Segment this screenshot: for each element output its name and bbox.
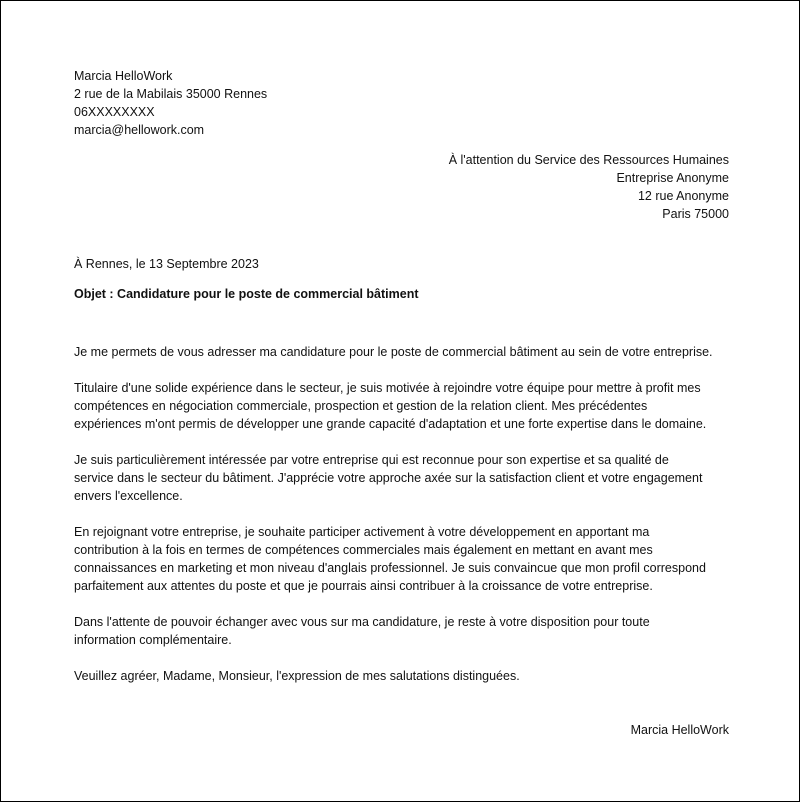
paragraph-interest (74, 451, 729, 505)
paragraph-line: connaissances en marketing et mon niveau d'anglais professionnel. Je suis convaincue que mon profil correspond (74, 561, 706, 575)
paragraph-experience (74, 379, 729, 433)
sender-email: marcia@hellowork.com (74, 123, 205, 137)
paragraph-intro (74, 343, 729, 361)
paragraph-line: En rejoignant votre entreprise, je souhaite participer activement à votre développement en apportant ma (74, 525, 650, 539)
paragraph-line: expériences m'ont permis de développer une grande capacité d'adaptation et une forte expertise dans le domaine. (74, 417, 707, 431)
paragraph-availability (74, 613, 729, 649)
paragraph-line: Veuillez agréer, Madame, Monsieur, l'expression de mes salutations distinguées. (74, 669, 520, 683)
paragraph-contribution (74, 523, 729, 595)
paragraph-line: Je suis particulièrement intéressée par votre entreprise qui est reconnue pour son expertise et sa qualité de (74, 453, 669, 467)
sender-phone: 06XXXXXXXX (74, 105, 155, 119)
paragraph-line: Titulaire d'une solide expérience dans le secteur, je suis motivée à rejoindre votre équipe pour mettre à profit mes (74, 381, 701, 395)
paragraph-line: Dans l'attente de pouvoir échanger avec vous sur ma candidature, je reste à votre disposition pour toute (74, 615, 650, 629)
recipient-city: Paris 75000 (662, 207, 729, 221)
recipient-attention: À l'attention du Service des Ressources Humaines (448, 153, 729, 167)
sender-block (74, 67, 729, 139)
paragraph-line: service dans le secteur du bâtiment. J'apprécie votre approche axée sur la satisfaction client et votre engagement (74, 471, 703, 485)
subject-line: Objet : Candidature pour le poste de commercial bâtiment (74, 287, 419, 301)
paragraph-line: parfaitement aux attentes du poste et que je pourrais ainsi contribuer à la croissance de votre entreprise. (74, 579, 653, 593)
paragraph-line: information complémentaire. (74, 633, 232, 647)
recipient-block (74, 151, 729, 223)
recipient-company: Entreprise Anonyme (616, 171, 729, 185)
paragraph-line: Je me permets de vous adresser ma candidature pour le poste de commercial bâtiment au sein de votre entreprise. (74, 345, 713, 359)
date-line: À Rennes, le 13 Septembre 2023 (74, 257, 259, 271)
paragraph-closing (74, 667, 729, 685)
sender-address: 2 rue de la Mabilais 35000 Rennes (74, 87, 268, 101)
paragraph-line: envers l'excellence. (74, 489, 183, 503)
signature: Marcia HelloWork (630, 723, 729, 737)
paragraph-line: compétences en négociation commerciale, prospection et gestion de la relation client. Mes précédentes (74, 399, 648, 413)
recipient-street: 12 rue Anonyme (637, 189, 729, 203)
sender-name: Marcia HelloWork (74, 69, 173, 83)
paragraph-line: contribution à la fois en termes de compétences commerciales mais également en mettant en avant mes (74, 543, 653, 557)
